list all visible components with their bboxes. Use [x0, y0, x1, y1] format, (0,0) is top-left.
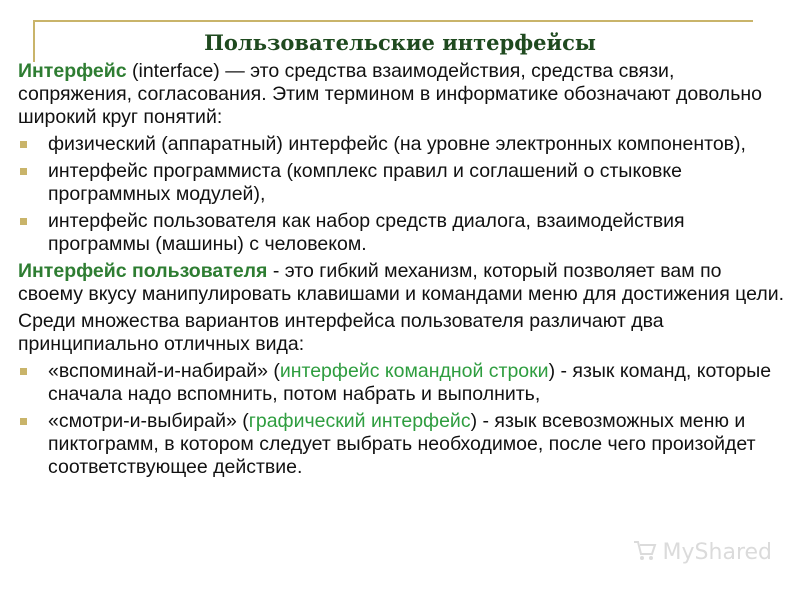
- paragraph-interface-definition: [18, 60, 788, 129]
- paragraph-kinds: Среди множества вариантов интерфейса пользователя различают два принципиально отличных вида:: [18, 310, 664, 355]
- cart-icon: [633, 540, 657, 568]
- command-line-interface-link[interactable]: интерфейс командной строки: [279, 360, 549, 382]
- frame-top-line: [33, 20, 753, 22]
- list-item-text-suffix: ) - язык команд, которые сначала надо вспомнить, потом набрать и выполнить,: [48, 360, 772, 405]
- list-item-text: интерфейс пользователя как набор средств диалога, взаимодействия программы (машины) с человеком.: [48, 210, 685, 255]
- square-bullet-icon: [20, 418, 27, 425]
- square-bullet-icon: [20, 218, 27, 225]
- list-item-text-prefix: «смотри-и-выбирай» (: [48, 410, 249, 432]
- square-bullet-icon: [20, 141, 27, 148]
- paragraph-text: (interface) — это средства взаимодействия, средства связи, сопряжения, согласования. Этим термином в информатике обозначают довольно широкий круг понятий:: [18, 60, 762, 128]
- list-item-text-prefix: «вспоминай-и-набирай» (: [48, 360, 280, 382]
- term-user-interface: Интерфейс пользователя: [18, 260, 268, 282]
- paragraph-text: - это гибкий механизм, который позволяет вам по своему вкусу манипулировать клавишами и командами меню для достижения цели.: [18, 260, 785, 305]
- list-item-text: интерфейс программиста (комплекс правил и соглашений о стыковке программных модулей),: [48, 160, 682, 205]
- square-bullet-icon: [20, 168, 27, 175]
- list-item: [18, 133, 788, 156]
- graphical-interface-link[interactable]: графический интерфейс: [248, 410, 471, 432]
- square-bullet-icon: [20, 368, 27, 375]
- term-interface: Интерфейс: [18, 60, 127, 82]
- list-item-text-suffix: ) - язык всевозможных меню и пиктограмм, в котором следует выбрать необходимое, после чего произойдет соответствующее действие.: [48, 410, 756, 478]
- list-item-text: физический (аппаратный) интерфейс (на уровне электронных компонентов),: [48, 133, 746, 155]
- list-item: [18, 410, 788, 479]
- list-item: [18, 360, 788, 406]
- list-item: [18, 210, 788, 256]
- watermark-text: MyShared: [662, 540, 772, 565]
- slide-body: [18, 60, 788, 483]
- list-item: [18, 160, 788, 206]
- paragraph-user-interface: [18, 260, 788, 306]
- watermark: [633, 540, 772, 568]
- slide-title: Пользовательские интерфейсы: [204, 30, 596, 55]
